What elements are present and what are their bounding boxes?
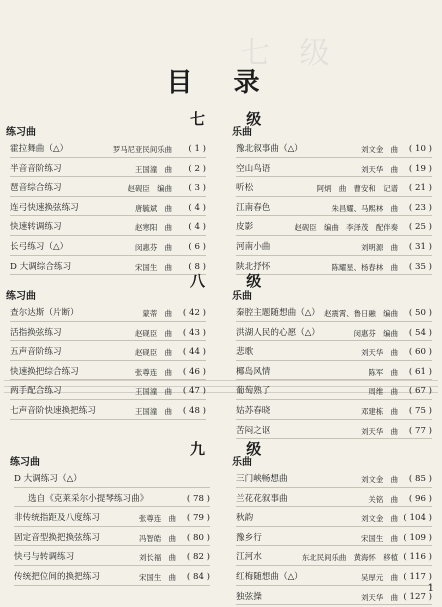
- entry-title: 江河水: [236, 552, 262, 563]
- entry-title: D 大调练习（△）: [14, 474, 82, 484]
- entry-page-number: ( 127 ): [403, 591, 432, 602]
- entry-credit: 赵砚臣 编曲: [127, 184, 172, 194]
- entry-page-number: ( 67 ): [408, 386, 432, 397]
- toc-entry[interactable]: [232, 363, 432, 383]
- entry-title: 秦腔主题随想曲（△）: [236, 308, 320, 318]
- entry-title: 苦闷之讴: [236, 425, 271, 436]
- level-heading: 九 级: [190, 440, 280, 458]
- entry-credit: 王国潼 曲: [135, 164, 172, 174]
- entry-title: 河南小曲: [236, 241, 271, 252]
- entry-credit: 闵惠芬 编曲: [353, 328, 398, 338]
- entry-title: 兰花花叙事曲: [236, 493, 288, 504]
- entry-credit: 关铭 曲: [368, 494, 398, 504]
- entry-page-number: ( 1 ): [188, 144, 206, 154]
- entry-credit: 蒙蒂 曲: [142, 309, 172, 318]
- toc-entry[interactable]: [10, 490, 210, 510]
- toc-entry[interactable]: [6, 160, 206, 180]
- toc-entry[interactable]: [232, 140, 432, 160]
- section-label: 练习曲: [10, 457, 40, 468]
- entry-page-number: ( 8 ): [188, 261, 206, 272]
- toc-entry[interactable]: [232, 179, 432, 199]
- entry-credit: 赵寒阳 曲: [135, 223, 172, 233]
- entry-credit: 阿炳 曲 曹安和 记谱: [316, 184, 398, 194]
- entry-page-number: ( 80 ): [186, 532, 210, 543]
- entry-credit: 刘文金 曲: [361, 145, 398, 154]
- toc-list: [6, 140, 206, 277]
- entry-page-number: ( 4 ): [188, 222, 206, 233]
- entry-title: 琶音综合练习: [10, 183, 62, 194]
- entry-credit: 刘天华 曲: [361, 426, 398, 436]
- entry-page-number: ( 77 ): [408, 425, 432, 436]
- entry-credit: 宋国生 曲: [361, 533, 398, 543]
- toc-entry[interactable]: [6, 304, 206, 324]
- toc-entry[interactable]: [232, 238, 432, 258]
- exercise-section: [10, 456, 210, 588]
- level-heading: 七 级: [190, 110, 280, 128]
- entry-title: 听松: [236, 183, 254, 194]
- toc-entry[interactable]: [232, 529, 432, 549]
- entry-credit: 邓建栋 曲: [361, 406, 398, 416]
- toc-list: [232, 470, 432, 607]
- entry-title: 悲歌: [236, 347, 254, 358]
- section-label: 练习曲: [6, 127, 36, 138]
- entry-page-number: ( 96 ): [408, 493, 432, 504]
- entry-page-number: ( 104 ): [403, 513, 432, 524]
- entry-title: 连弓快速换弦练习: [10, 202, 79, 213]
- entry-page-number: ( 85 ): [408, 474, 432, 484]
- toc-entry[interactable]: [10, 529, 210, 549]
- entry-title: 快速换把综合练习: [10, 366, 79, 377]
- toc-entry[interactable]: [6, 258, 206, 278]
- entry-page-number: ( 4 ): [188, 202, 206, 213]
- entry-page-number: ( 82 ): [186, 552, 210, 563]
- entry-page-number: ( 43 ): [182, 327, 206, 338]
- entry-title: 活指换弦练习: [10, 327, 62, 338]
- entry-credit: 张尊连 曲: [139, 514, 176, 524]
- entry-title: 霍拉舞曲（△）: [10, 144, 69, 154]
- entry-credit: 王国潼 曲: [135, 387, 172, 397]
- entry-title: 豫北叙事曲（△）: [236, 144, 303, 154]
- toc-entry[interactable]: [232, 343, 432, 363]
- toc-entry[interactable]: [6, 238, 206, 258]
- level-heading: 八 级: [190, 272, 280, 290]
- entry-credit: 宋国生 曲: [135, 262, 172, 272]
- entry-page-number: ( 21 ): [408, 183, 432, 194]
- entry-page-number: ( 19 ): [408, 163, 432, 174]
- entry-page-number: ( 54 ): [408, 327, 432, 338]
- entry-title: D 大调综合练习: [10, 261, 72, 272]
- entry-page-number: ( 116 ): [403, 552, 432, 563]
- entry-page-number: ( 60 ): [408, 347, 432, 358]
- toc-entry[interactable]: [232, 470, 432, 490]
- entry-title: 椰岛风情: [236, 366, 271, 377]
- section-label: 乐曲: [232, 457, 252, 468]
- toc-list: [10, 470, 210, 588]
- toc-entry[interactable]: [6, 343, 206, 363]
- entry-page-number: ( 2 ): [188, 163, 206, 174]
- entry-page-number: ( 61 ): [408, 366, 432, 377]
- toc-entry[interactable]: [232, 304, 432, 324]
- entry-title: 空山鸟语: [236, 163, 271, 174]
- entry-title: 传统把位间的换把练习: [14, 571, 100, 582]
- entry-title: 红梅随想曲（△）: [236, 571, 303, 582]
- entry-page-number: ( 44 ): [182, 347, 206, 358]
- entry-page-number: ( 42 ): [182, 308, 206, 318]
- piece-section: [232, 456, 432, 607]
- entry-credit: 陈耀星、杨春林 曲: [331, 262, 398, 272]
- entry-page-number: ( 25 ): [408, 222, 432, 233]
- toc-entry[interactable]: [232, 324, 432, 344]
- toc-list: [232, 304, 432, 441]
- ghost-heading: 七 级: [240, 36, 340, 71]
- toc-entry[interactable]: [232, 568, 432, 588]
- entry-credit: 吴厚元 曲: [361, 572, 398, 582]
- toc-entry[interactable]: [10, 548, 210, 568]
- toc-entry[interactable]: [6, 382, 206, 402]
- section-label: 乐曲: [232, 127, 252, 138]
- section-label: 乐曲: [232, 291, 252, 302]
- entry-credit: 赵砚臣 曲: [135, 328, 172, 338]
- entry-title: 七声音阶快速换把练习: [10, 405, 96, 416]
- entry-title: 江南春色: [236, 202, 271, 213]
- page-title: 目 录: [166, 68, 276, 98]
- piece-section: [232, 126, 432, 277]
- entry-credit: 刘文金 曲: [361, 514, 398, 524]
- entry-page-number: ( 117 ): [403, 571, 432, 582]
- piece-section: [232, 290, 432, 441]
- entry-page-number: ( 31 ): [408, 241, 432, 252]
- toc-entry[interactable]: [232, 382, 432, 402]
- toc-entry[interactable]: [10, 509, 210, 529]
- entry-page-number: ( 84 ): [186, 571, 210, 582]
- entry-title: 葡萄熟了: [236, 386, 271, 397]
- toc-entry[interactable]: [232, 402, 432, 422]
- entry-page-number: ( 75 ): [408, 405, 432, 416]
- toc-entry[interactable]: [232, 548, 432, 568]
- entry-credit: 唐毓斌 曲: [135, 203, 172, 213]
- entry-credit: 刘明源 曲: [361, 242, 398, 252]
- entry-title: 两手配合练习: [10, 386, 62, 397]
- entry-credit: 刘文金 曲: [361, 475, 398, 484]
- entry-credit: 赵砚臣 编曲 李泽茂 配伴奏: [294, 223, 398, 233]
- entry-page-number: ( 109 ): [403, 532, 432, 543]
- entry-title: 三门峡畅想曲: [236, 474, 288, 484]
- toc-entry[interactable]: [6, 324, 206, 344]
- entry-title: 豫乡行: [236, 532, 262, 543]
- entry-page-number: ( 50 ): [408, 308, 432, 318]
- toc-entry[interactable]: [232, 199, 432, 219]
- toc-entry[interactable]: [10, 568, 210, 588]
- entry-credit: 东北民间乐曲 黄海怀 移植: [301, 553, 398, 563]
- exercise-section: [6, 290, 206, 422]
- entry-credit: 张尊连 曲: [135, 367, 172, 377]
- entry-title: 查尔达斯（片断）: [10, 308, 79, 318]
- toc-list: [6, 304, 206, 422]
- toc-entry[interactable]: [6, 199, 206, 219]
- entry-title: 秋韵: [236, 513, 254, 524]
- entry-credit: 王国潼 曲: [135, 406, 172, 416]
- entry-credit: 冯智皓 曲: [139, 533, 176, 543]
- toc-entry[interactable]: [6, 140, 206, 160]
- toc-entry[interactable]: [6, 179, 206, 199]
- toc-entry[interactable]: [6, 363, 206, 383]
- toc-entry[interactable]: [232, 160, 432, 180]
- entry-credit: 闵惠芬 曲: [135, 242, 172, 252]
- entry-title: 洪湖人民的心愿（△）: [236, 327, 320, 338]
- entry-page-number: ( 35 ): [408, 261, 432, 272]
- toc-entry[interactable]: [6, 402, 206, 422]
- entry-title: 五声音阶练习: [10, 347, 62, 358]
- entry-credit: 周维 曲: [368, 387, 398, 397]
- entry-credit: 罗马尼亚民间乐曲: [112, 145, 172, 154]
- toc-entry[interactable]: [10, 470, 210, 490]
- entry-credit: 朱昌耀、马熙林 曲: [331, 203, 398, 213]
- entry-title: 选自《克莱采尔小提琴练习曲》: [28, 493, 149, 504]
- entry-page-number: ( 79 ): [186, 513, 210, 524]
- entry-page-number: ( 47 ): [182, 386, 206, 397]
- entry-credit: 陈军 曲: [368, 367, 398, 377]
- entry-title: 皮影: [236, 222, 254, 233]
- exercise-section: [6, 126, 206, 277]
- entry-page-number: ( 3 ): [188, 183, 206, 194]
- entry-title: 快弓与转调练习: [14, 552, 75, 563]
- entry-title: 长弓练习（△）: [10, 241, 69, 252]
- toc-list: [232, 140, 432, 277]
- toc-entry[interactable]: [232, 218, 432, 238]
- page-number: 1: [427, 583, 434, 594]
- entry-page-number: ( 46 ): [182, 366, 206, 377]
- entry-credit: 赵砚臣 曲: [135, 348, 172, 358]
- section-label: 练习曲: [6, 291, 36, 302]
- entry-page-number: ( 48 ): [182, 405, 206, 416]
- entry-page-number: ( 10 ): [408, 144, 432, 154]
- toc-entry[interactable]: [6, 218, 206, 238]
- toc-entry[interactable]: [232, 588, 432, 607]
- entry-title: 姑苏春晓: [236, 405, 271, 416]
- leader-line: [236, 360, 432, 361]
- entry-page-number: ( 23 ): [408, 202, 432, 213]
- entry-credit: 赵震霄、鲁日融 编曲: [324, 309, 398, 318]
- entry-title: 固定音型换把换弦练习: [14, 532, 100, 543]
- entry-title: 陕北抒怀: [236, 261, 271, 272]
- entry-credit: 刘天华 曲: [361, 164, 398, 174]
- entry-credit: 宋国生 曲: [139, 572, 176, 582]
- entry-credit: 刘天华 曲: [361, 592, 398, 602]
- entry-title: 非传统指距及八度练习: [14, 513, 100, 524]
- entry-title: 半音音阶练习: [10, 163, 62, 174]
- entry-page-number: ( 6 ): [188, 241, 206, 252]
- toc-entry[interactable]: [232, 490, 432, 510]
- toc-entry[interactable]: [232, 509, 432, 529]
- entry-title: 独弦操: [236, 591, 262, 602]
- entry-title: 快速转调练习: [10, 222, 62, 233]
- entry-credit: 刘天华 曲: [361, 348, 398, 358]
- entry-page-number: ( 78 ): [186, 493, 210, 504]
- entry-credit: 刘长福 曲: [139, 553, 176, 563]
